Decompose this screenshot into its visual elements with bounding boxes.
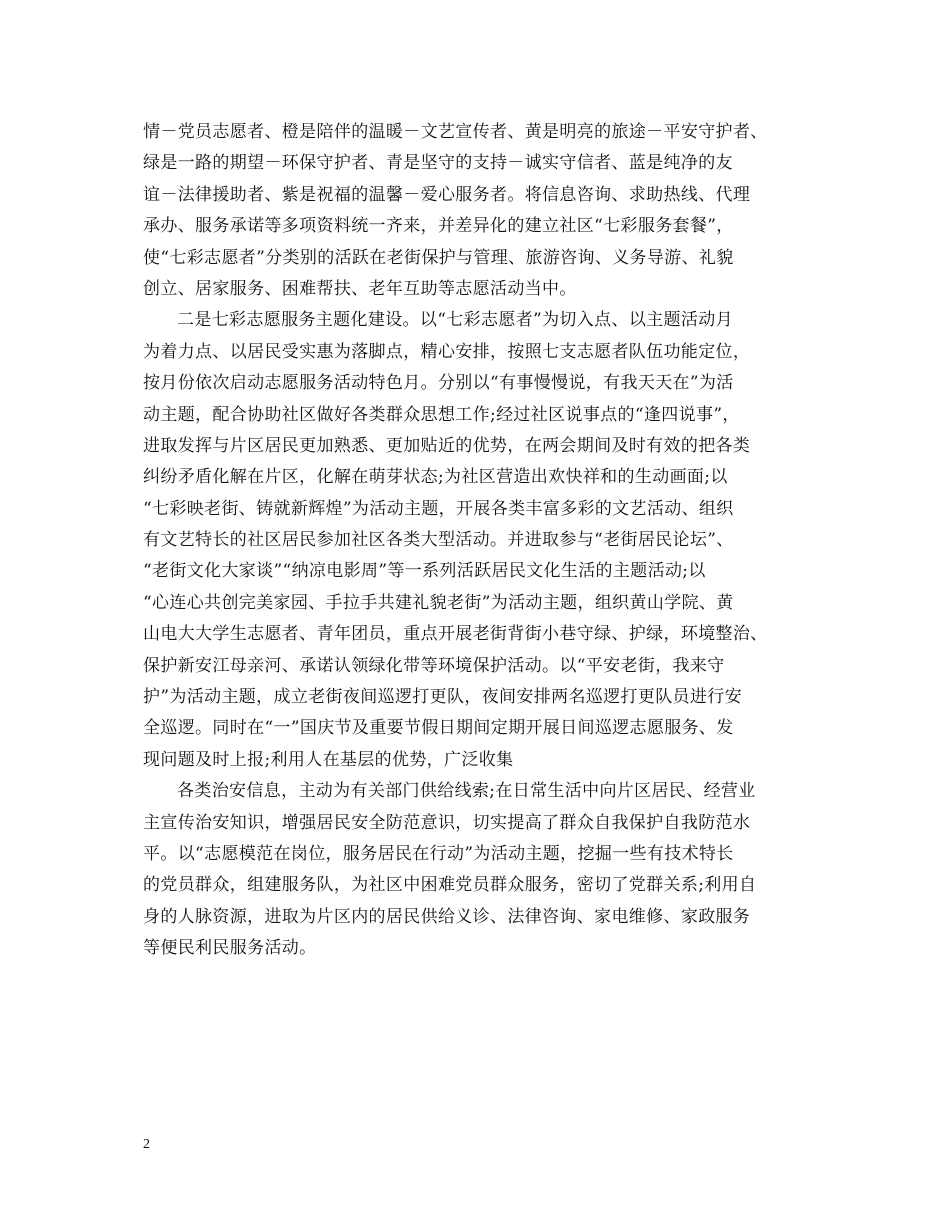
text-line: 主宣传治安知识，增强居民安全防范意识，切实提高了群众自我保护自我防范水 — [143, 812, 751, 833]
text-line: 纠纷矛盾化解在片区，化解在萌芽状态;为社区营造出欢快祥和的生动画面;以 — [143, 467, 728, 488]
text-line: 绿是一路的期望－环保守护者、青是坚守的支持－诚实守信者、蓝是纯净的友 — [143, 153, 733, 174]
text-line: 现问题及时上报;利用人在基层的优势，广泛收集 — [143, 749, 514, 770]
text-line: “七彩映老街、铸就新辉煌”为活动主题，开展各类丰富多彩的文艺活动、组织 — [143, 498, 734, 519]
text-line: 等便民利民服务活动。 — [143, 938, 317, 959]
text-line: “心连心共创完美家园、手拉手共建礼貌老街”为活动主题，组织黄山学院、黄 — [143, 592, 734, 613]
paragraph-2 — [143, 305, 823, 776]
text-line-first: 各类治安信息，主动为有关部门供给线索;在日常生活中向片区居民、经营业 — [177, 781, 756, 802]
page-number: 2 — [143, 1137, 150, 1152]
text-line: 按月份依次启动志愿服务活动特色月。分别以“有事慢慢说，有我天天在”为活 — [143, 373, 734, 394]
text-line: 使“七彩志愿者”分类别的活跃在老街保护与管理、旅游咨询、义务导游、礼貌 — [143, 247, 734, 268]
text-line: 谊－法律援助者、紫是祝福的温馨－爱心服务者。将信息咨询、求助热线、代理 — [143, 184, 751, 205]
text-line: 山电大大学生志愿者、青年团员，重点开展老街背街小巷守绿、护绿，环境整治、 — [143, 624, 768, 645]
text-line-first: 二是七彩志愿服务主题化建设。以“七彩志愿者”为切入点、以主题活动月 — [177, 310, 733, 331]
text-line: “老街文化大家谈”“纳凉电影周”等一系列活跃居民文化生活的主题活动;以 — [143, 561, 706, 582]
text-line: 保护新安江母亲河、承诺认领绿化带等环境保护活动。以“平安老街，我来守 — [143, 655, 725, 676]
text-line: 承办、服务承诺等多项资料统一齐来，并差异化的建立社区“七彩服务套餐”， — [143, 216, 734, 237]
text-line: 护”为活动主题，成立老街夜间巡逻打更队，夜间安排两名巡逻打更队员进行安 — [143, 687, 742, 708]
text-line: 身的人脉资源，进取为片区内的居民供给义诊、法律咨询、家电维修、家政服务 — [143, 906, 751, 927]
text-line: 进取发挥与片区居民更加熟悉、更加贴近的优势，在两会期间及时有效的把各类 — [143, 435, 751, 456]
text-line: 创立、居家服务、困难帮扶、老年互助等志愿活动当中。 — [143, 278, 577, 299]
text-line: 为着力点、以居民受实惠为落脚点，精心安排，按照七支志愿者队伍功能定位， — [143, 341, 751, 362]
paragraph-3 — [143, 776, 823, 964]
text-line: 全巡逻。同时在“一”国庆节及重要节假日期间定期开展日间巡逻志愿服务、发 — [143, 718, 734, 739]
paragraph-1 — [143, 117, 823, 305]
text-line: 情－党员志愿者、橙是陪伴的温暖－文艺宣传者、黄是明亮的旅途－平安守护者、 — [143, 122, 768, 142]
text-line: 的党员群众，组建服务队，为社区中困难党员群众服务，密切了党群关系;利用自 — [143, 875, 757, 896]
text-line: 平。以“志愿模范在岗位，服务居民在行动”为活动主题，挖掘一些有技术特长 — [143, 843, 734, 864]
body-text — [143, 117, 823, 965]
text-line: 有文艺特长的社区居民参加社区各类大型活动。并进取参与“老街居民论坛”、 — [143, 530, 734, 551]
text-line: 动主题，配合协助社区做好各类群众思想工作;经过社区说事点的“逢四说事”， — [143, 404, 740, 425]
